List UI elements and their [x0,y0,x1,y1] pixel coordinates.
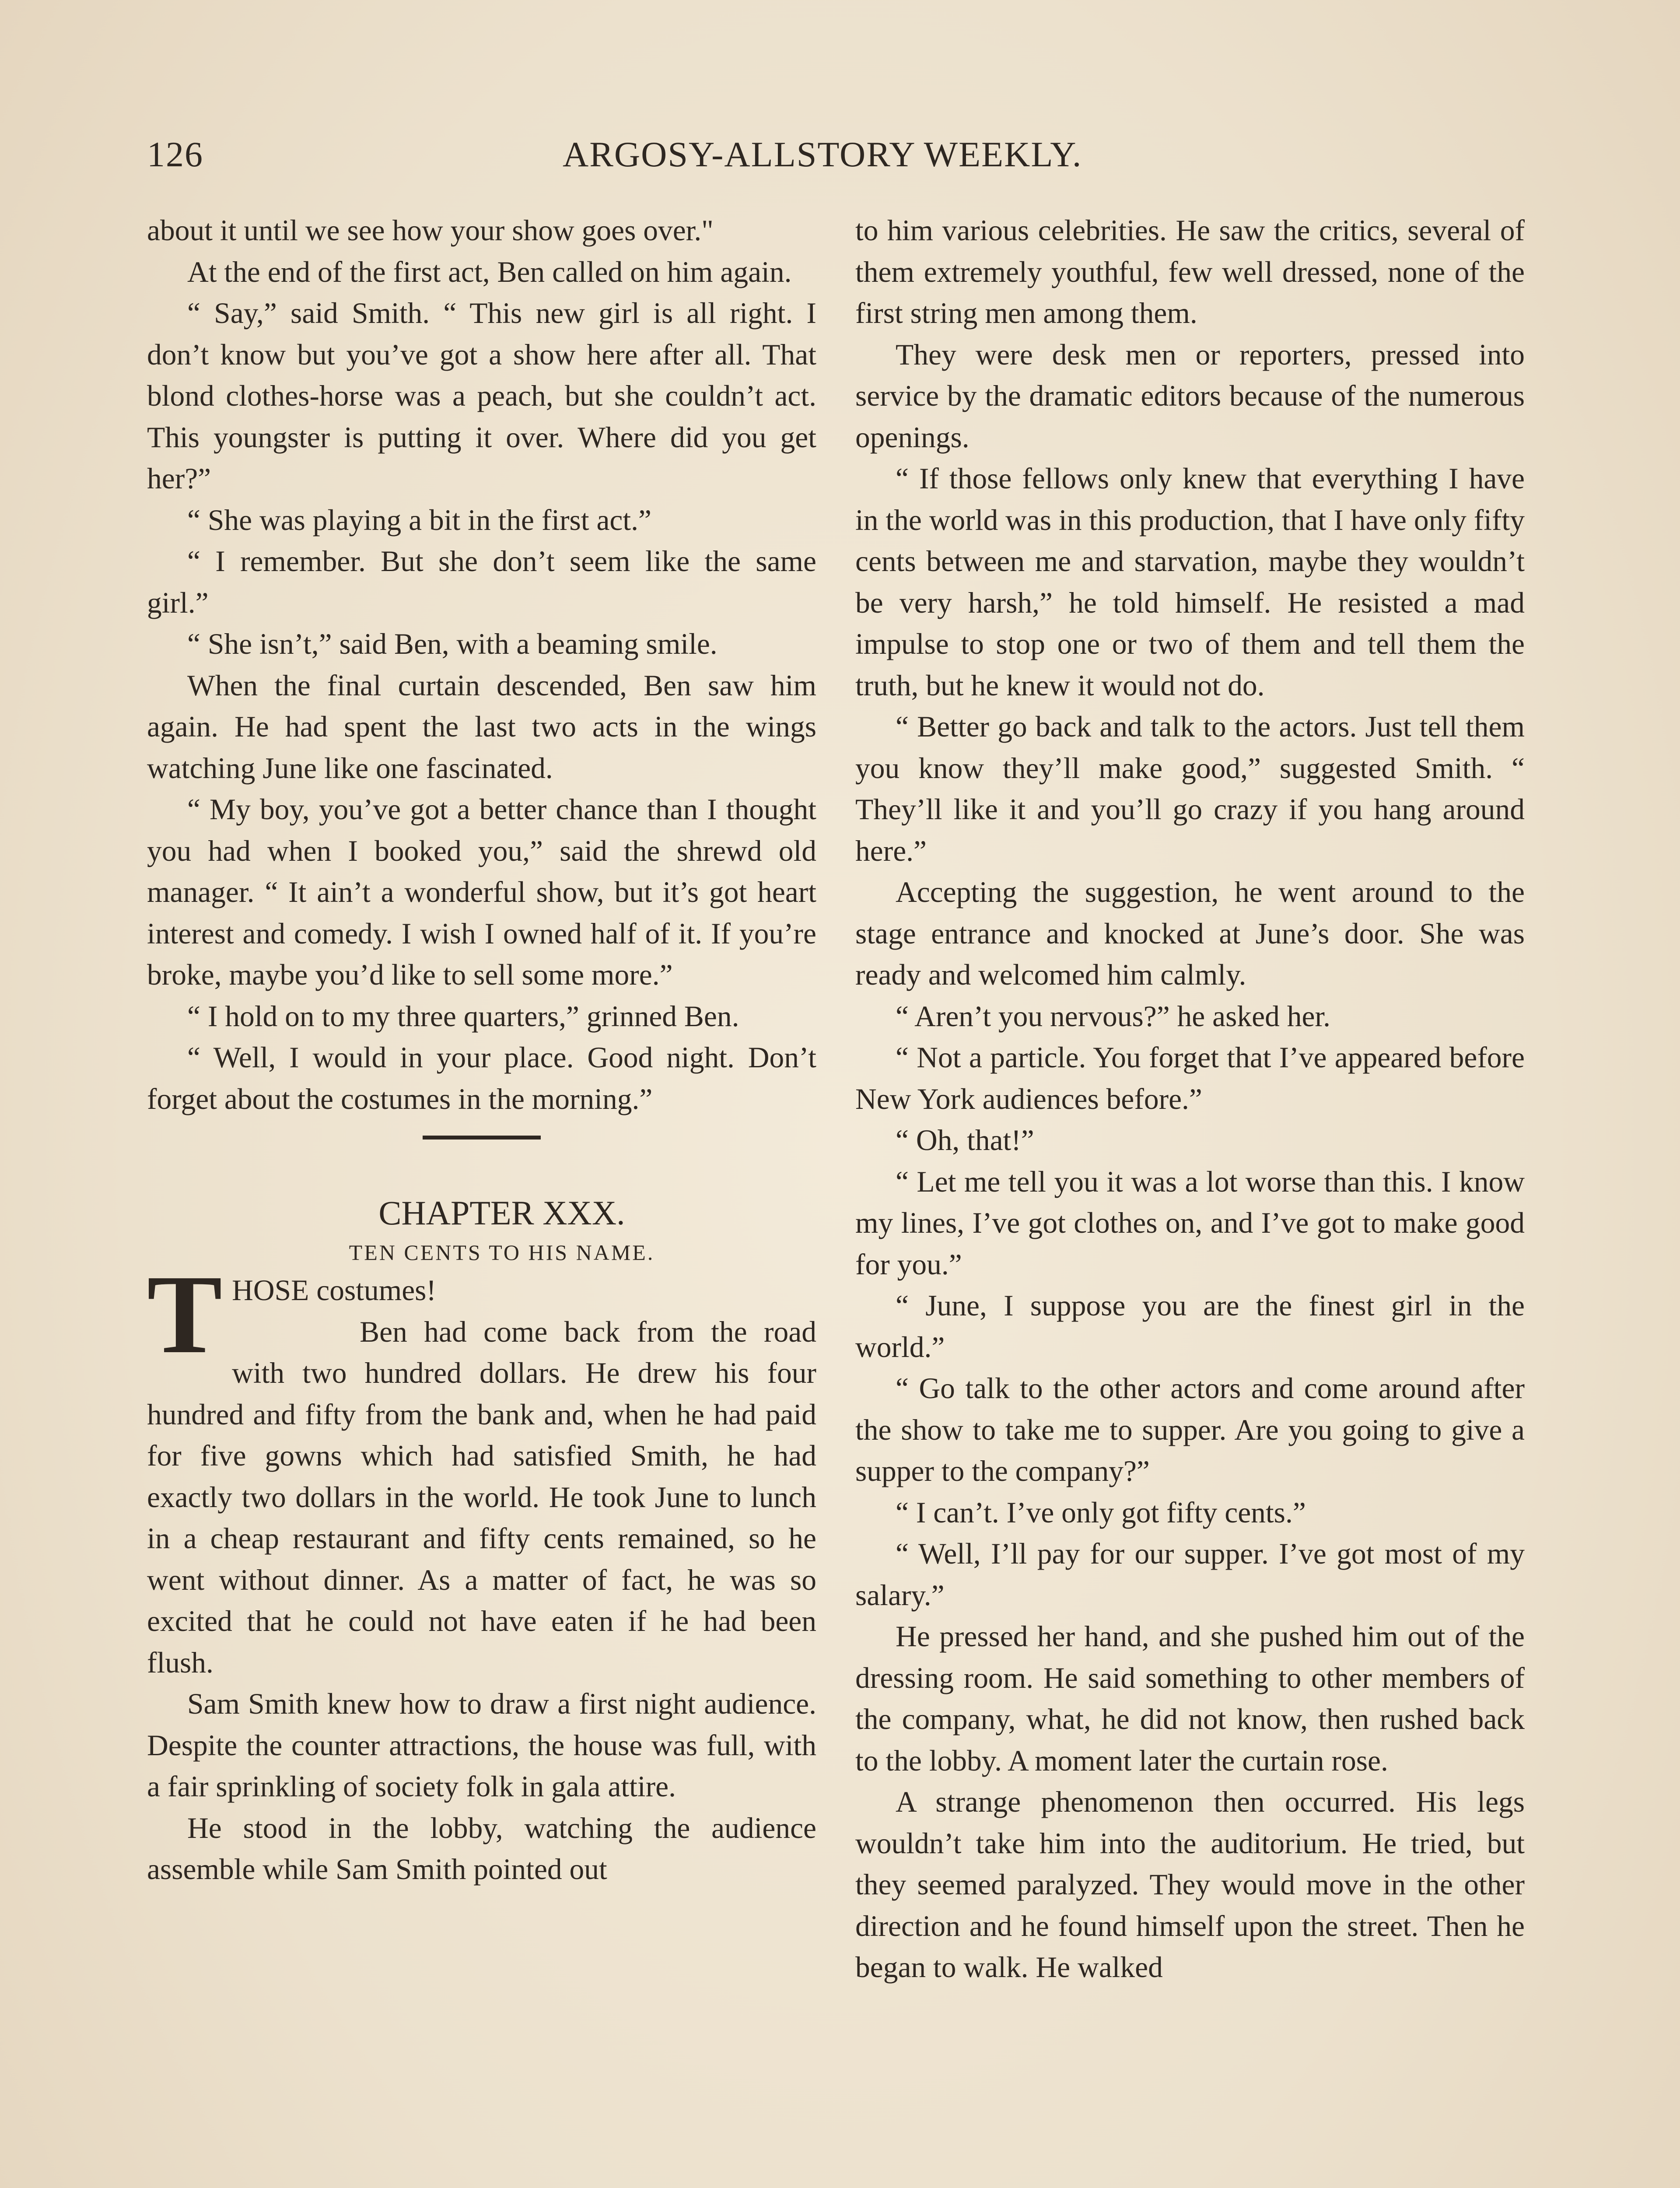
paragraph: “ I hold on to my three quarters,” grinned Ben. [187,999,739,1033]
paragraph: Sam Smith knew how to draw a first night audience. Despite the counter attractions, the house was full, with a fair sprinkling of society folk in gala attire. [147,1687,816,1803]
left-column [147,210,816,2188]
paragraph: “ Let me tell you it was a lot worse than this. I know my lines, I’ve got clothes on, and I’ve got to make good for you.” [855,1165,1525,1281]
chapter-subtitle: TEN CENTS TO HIS NAME. [349,1240,655,1265]
opening-line: HOSE costumes! [232,1274,436,1307]
paragraph: He stood in the lobby, watching the audience assemble while Sam Smith pointed out [147,1811,816,1886]
paragraph: At the end of the first act, Ben called on him again. [187,255,792,288]
chapter-title: CHAPTER XXX. [378,1194,625,1232]
paragraph: Accepting the suggestion, he went around to the stage entrance and knocked at June’s door. She was ready and welcomed him calmly. [855,876,1525,991]
running-head: ARGOSY-ALLSTORY WEEKLY. [563,134,1082,174]
paragraph: “ My boy, you’ve got a better chance than I thought you had when I booked you,” said the shrewd old manager. “ It ain’t a wonderful show, but it’s got heart interest and comedy. I wish I owned half of it. If you’re broke, maybe you’d like to sell some more.” [147,793,816,991]
paragraph: “ Say,” said Smith. “ This new girl is all right. I don’t know but you’ve got a show here after all. That blond clothes-horse was a peach, but she couldn’t act. This youngster is putting it over. Where did you get her?” [147,297,816,495]
paragraph: “ Not a particle. You forget that I’ve appeared before New York audiences before.” [855,1041,1525,1115]
paragraph: A strange phenomenon then occurred. His legs wouldn’t take him into the auditorium. He tried, but they seemed paralyzed. They would move in the other direction and he found himself upon the street. Then he began to walk. He walked [855,1785,1525,1984]
paragraph: “ Aren’t you nervous?” he asked her. [896,999,1331,1033]
paragraph: He pressed her hand, and she pushed him out of the dressing room. He said something to other members of the company, what, he did not know, then rushed back to the lobby. A moment later the curtain rose. [855,1620,1525,1777]
paragraph: “ Go talk to the other actors and come around after the show to take me to supper. Are you going to give a supper to the company?” [855,1372,1525,1487]
paragraph: “ I remember. But she don’t seem like the same girl.” [147,545,816,619]
paragraph: “ June, I suppose you are the finest girl in the world.” [855,1289,1525,1364]
paragraph: to him various celebrities. He saw the critics, several of them extremely youthful, few well dressed, none of the first string men among them. [855,214,1525,330]
paragraph: “ Oh, that!” [896,1124,1034,1157]
paragraph: When the final curtain descended, Ben saw him again. He had spent the last two acts in the wings watching June like one fascinated. [147,669,816,785]
paragraph: “ She isn’t,” said Ben, with a beaming smile. [187,628,718,660]
page-number: 126 [147,134,203,174]
paragraph: “ Well, I’ll pay for our supper. I’ve got most of my salary.” [855,1537,1525,1612]
paragraph: “ I can’t. I’ve only got fifty cents.” [896,1496,1306,1529]
paragraph: They were desk men or reporters, pressed into service by the dramatic editors because of the numerous openings. [855,338,1525,454]
paragraph: “ She was playing a bit in the first act.” [187,503,651,536]
drop-cap: T [147,1252,223,1377]
section-divider [423,1136,541,1140]
paragraph: “ Better go back and talk to the actors. Just tell them you know they’ll make good,” suggested Smith. “ They’ll like it and you’ll go crazy if you hang around here.” [855,710,1525,867]
page-header [147,125,1127,186]
paragraph: about it until we see how your show goes over." [147,214,714,247]
paragraph: “ If those fellows only knew that everything I have in the world was in this production, that I have only fifty cents between me and starvation, maybe they wouldn’t be very harsh,” he told himself. He resisted a mad impulse to stop one or two of them and tell them the truth, but he knew it would not do. [855,462,1525,702]
right-column [855,210,1525,2188]
paragraph: Ben had come back from the road with two hundred dollars. He drew his four hundred and fifty from the bank and, when he had paid for five gowns which had satisfied Smith, he had exactly two dollars in the world. He took June to lunch in a cheap restaurant and fifty cents remained, so he went without dinner. As a matter of fact, he was so excited that he could not have eaten if he had been flush. [147,1315,816,1679]
paragraph: “ Well, I would in your place. Good night. Don’t forget about the costumes in the morning.” [147,1041,816,1115]
